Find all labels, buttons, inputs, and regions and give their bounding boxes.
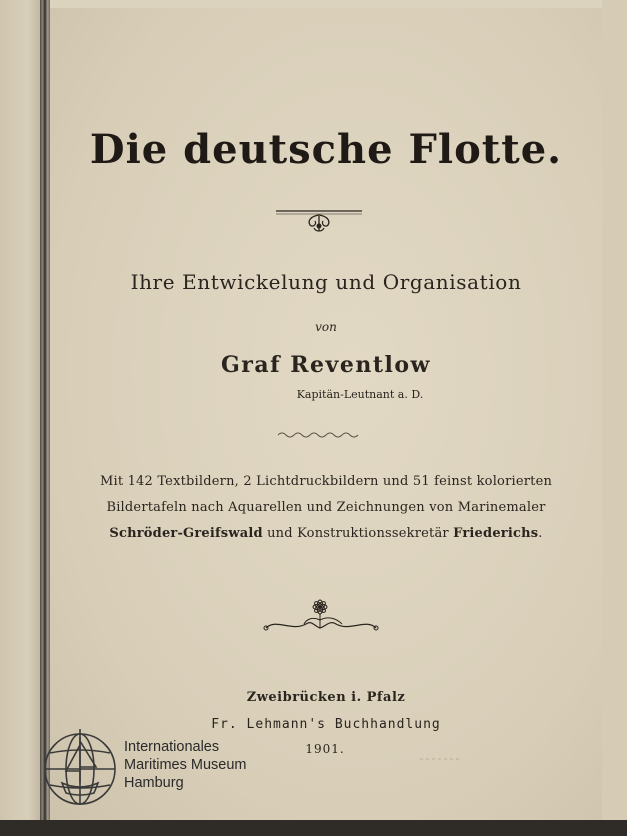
book-gutter xyxy=(40,0,50,836)
author-rank: Kapitän-Leutnant a. D. xyxy=(296,388,424,401)
museum-stamp-text xyxy=(124,738,246,792)
right-page-edge xyxy=(602,0,627,836)
description-end: . xyxy=(538,526,543,541)
left-page-edge xyxy=(0,0,40,836)
artist-name-1: Schröder-Greifswald xyxy=(109,526,263,541)
book-subtitle: Ihre Entwickelung und Organisation xyxy=(130,270,522,294)
description-line-2: Bildertafeln nach Aquarellen und Zeichnungen von Marinemaler xyxy=(106,500,546,515)
wave-divider xyxy=(276,430,360,440)
imprint-year: 1901. xyxy=(305,742,345,756)
faint-library-mark xyxy=(420,755,460,763)
stamp-line-3: Hamburg xyxy=(124,775,184,791)
stamp-line-1: Internationales xyxy=(124,739,220,755)
floral-ornament xyxy=(262,598,380,634)
artist-name-2: Friederichs xyxy=(453,526,539,541)
author-name: Graf Reventlow xyxy=(221,352,431,378)
imprint-place: Zweibrücken i. Pfalz xyxy=(246,690,406,705)
imprint-publisher: Fr. Lehmann's Buchhandlung xyxy=(211,717,441,732)
description-line-3 xyxy=(50,526,602,541)
description-line-1: Mit 142 Textbildern, 2 Lichtdruckbildern und 51 feinst kolorierten xyxy=(99,474,553,489)
title-ornament xyxy=(272,206,366,234)
book-title: Die deutsche Flotte. xyxy=(89,126,563,173)
by-word: von xyxy=(315,320,337,334)
description-joiner: und Konstruktionssekretär xyxy=(262,526,454,541)
globe-ship-icon xyxy=(40,727,120,809)
stamp-line-2: Maritimes Museum xyxy=(124,757,247,773)
bottom-shadow xyxy=(0,820,627,836)
